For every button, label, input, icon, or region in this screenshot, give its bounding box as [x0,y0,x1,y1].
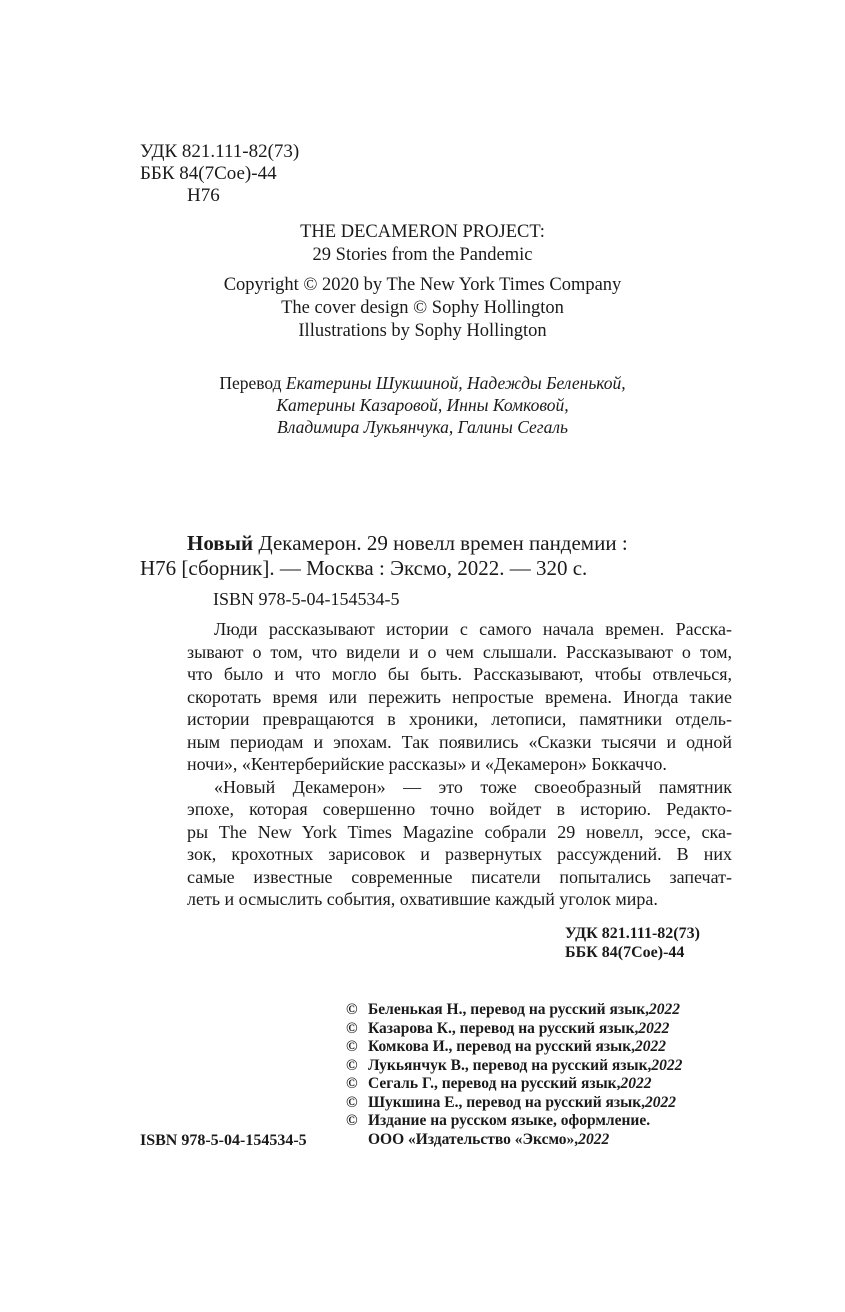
biblio-line-2: Н76 [сборник]. — Москва : Эксмо, 2022. — 320 с. [140,556,588,580]
biblio-line-1 [187,531,628,556]
copyright-year: 2022 [635,1038,667,1055]
copyright-symbol: © [346,1112,358,1129]
annotation-line: леть и осмыслить события, охватившие каждый уголок мира. [187,889,658,909]
copyright-item [346,1020,682,1039]
copyright-year: 2022 [620,1075,652,1092]
translators-line-1 [0,372,845,394]
footer-udk: УДК 821.111-82(73) [565,925,700,942]
annotation-line: Люди рассказывают истории с самого начала времен. Расска- [214,619,732,639]
annotation-line: ным периодам и эпохам. Так появились «Сказки тысячи и одной [187,731,732,752]
annotation-line: ночи», «Кентерберийские рассказы» и «Декамерон» Боккаччо. [187,754,667,774]
copyright-year: 2022 [651,1056,683,1074]
publisher-line-1: Издание на русском языке, оформление. [368,1112,651,1129]
copyright-item [346,1075,682,1094]
translators-names-3: Владимира Лукьянчука, Галины Сегаль [277,417,568,437]
copyright-symbol: © [346,1038,358,1055]
annotation-line: скоротать время или пережить непростые времена. Иногда такие [187,686,732,707]
copyright-item-publisher-2 [346,1131,682,1150]
copyright-line: Copyright © 2020 by The New York Times Company [223,275,622,295]
translators-names-1: Екатерины Шукшиной, Надежды Беленькой, [285,373,626,393]
annotation-line: самые известные современные писатели попытались запечат- [187,866,732,887]
copyright-year: 2022 [649,1001,681,1018]
biblio-isbn: ISBN 978-5-04-154534-5 [213,589,400,609]
cover-credit: The cover design © Sophy Hollington [281,298,564,318]
translators-line-2 [0,394,845,416]
copyright-item-publisher [346,1112,682,1131]
biblio-title-rest: Декамерон. 29 новелл времен пандемии : [253,531,628,555]
annotation-line: зывают о том, что видели и о чем слышали. Рассказывают о том, [187,641,732,662]
annotation-line: эпохе, которая совершенно точно войдет в историю. Редакто- [187,799,732,819]
original-title: THE DECAMERON PROJECT: [300,222,545,242]
isbn-bottom: ISBN 978-5-04-154534-5 [140,1132,307,1149]
copyright-symbol: © [346,1056,358,1074]
copyright-list [346,1001,682,1149]
translators-line-3 [0,416,845,438]
copyright-symbol: © [346,1075,358,1092]
copyright-symbol: © [346,1019,358,1037]
udk-code: УДК 821.111-82(73) [140,141,300,162]
copyright-item [346,1094,682,1113]
translators-prefix: Перевод [219,373,286,393]
copyright-year: 2022 [638,1019,670,1037]
author-mark: Н76 [187,185,220,206]
annotation-line: ры The New York Times Magazine собрали 29 новелл, эссе, ска- [187,821,732,842]
footer-bbk: ББК 84(7Сое)-44 [565,944,685,961]
illustrations-credit: Illustrations by Sophy Hollington [298,321,547,341]
copyright-text: Казарова К., перевод на русский язык, [368,1019,639,1037]
copyright-text: Шукшина Е., перевод на русский язык, [368,1093,646,1111]
annotation-line: зок, крохотных зарисовок и развернутых рассуждений. В них [187,844,732,864]
copyright-year: 2022 [645,1093,677,1111]
original-subtitle: 29 Stories from the Pandemic [312,245,533,265]
annotation-line: «Новый Декамерон» — это тоже своеобразный памятник [214,776,732,797]
copyright-item [346,1038,682,1057]
publisher-year: 2022 [578,1130,610,1148]
copyright-text: Комкова И., перевод на русский язык, [368,1038,636,1055]
biblio-title-bold: Новый [187,531,254,555]
annotation-line: что было и что могло бы быть. Рассказывают, чтобы отвлечься, [187,664,732,684]
bbk-code: ББК 84(7Сое)-44 [140,163,277,184]
copyright-symbol: © [346,1093,358,1111]
annotation [187,618,732,911]
annotation-line: истории превращаются в хроники, летописи, памятники отдель- [187,709,732,729]
copyright-item [346,1001,682,1020]
publisher-line-2: ООО «Издательство «Эксмо», [368,1130,579,1148]
copyright-text: Лукьянчук В., перевод на русский язык, [368,1056,652,1074]
translators-names-2: Катерины Казаровой, Инны Комковой, [276,395,569,415]
copyright-item [346,1057,682,1076]
copyright-symbol: © [346,1001,358,1018]
copyright-text: Беленькая Н., перевод на русский язык, [368,1001,650,1018]
copyright-text: Сегаль Г., перевод на русский язык, [368,1075,621,1092]
